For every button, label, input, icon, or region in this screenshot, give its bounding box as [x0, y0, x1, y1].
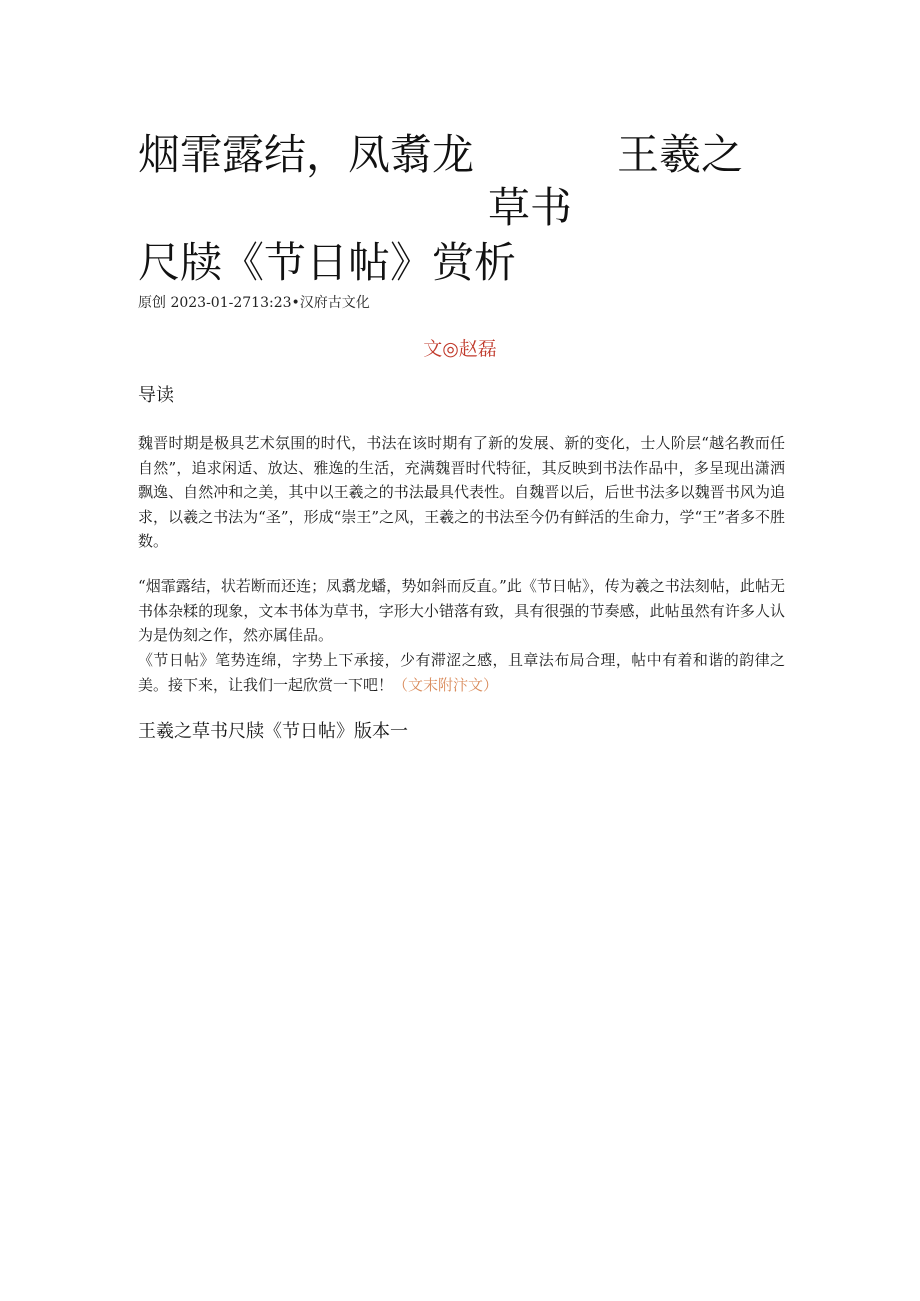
article-title-line1-right: 王羲之: [617, 130, 744, 179]
article-title-line3: 尺牍《节日帖》赏析: [138, 238, 517, 287]
paragraph: 魏晋时期是极具艺术氛围的时代，书法在该时期有了新的发展、新的变化，士人阶层“越名教而任自然”，追求闲适、放达、雅逸的生活，充满魏晋时代特征，其反映到书法作品中，多呈现出潇洒飘逸、自然冲和之美，其中以王羲之的书法最具代表性。自魏晋以后，后世书法多以魏晋书风为追求，以羲之书法为“圣”，形成“崇王”之风，王羲之的书法至今仍有鲜活的生命力，学“王”者多不胜数。: [138, 434, 785, 550]
intro-heading: 导读: [138, 385, 174, 406]
appendix-note: （文末附汴文）: [393, 675, 499, 694]
article-meta: 原创 2023-01-2713:23•汉府古文化: [138, 295, 370, 311]
version-heading: 王羲之草书尺牍《节日帖》版本一: [138, 721, 408, 742]
paragraph-text: 《节日帖》笔势连绵，字势上下承接，少有滞涩之感，且章法布局合理，帖中有着和谐的韵律之美。接下来，让我们一起欣赏一下吧！: [138, 651, 785, 694]
paragraph: “烟霏露结，状若断而还连；凤翥龙蟠，势如斜而反直。”此《节日帖》，传为羲之书法刻帖，此帖无书体杂糅的现象，文本书体为草书，字形大小错落有致，具有很强的节奏感，此帖虽然有许多人认为是伪刻之作，然亦属佳品。: [138, 577, 785, 644]
article-title-line1-left: 烟霏露结，凤翥龙: [138, 130, 475, 179]
paragraph-with-note: [138, 648, 785, 697]
article-title-line2: 草书: [488, 183, 573, 232]
article-author: 文◎赵磊: [423, 338, 497, 360]
